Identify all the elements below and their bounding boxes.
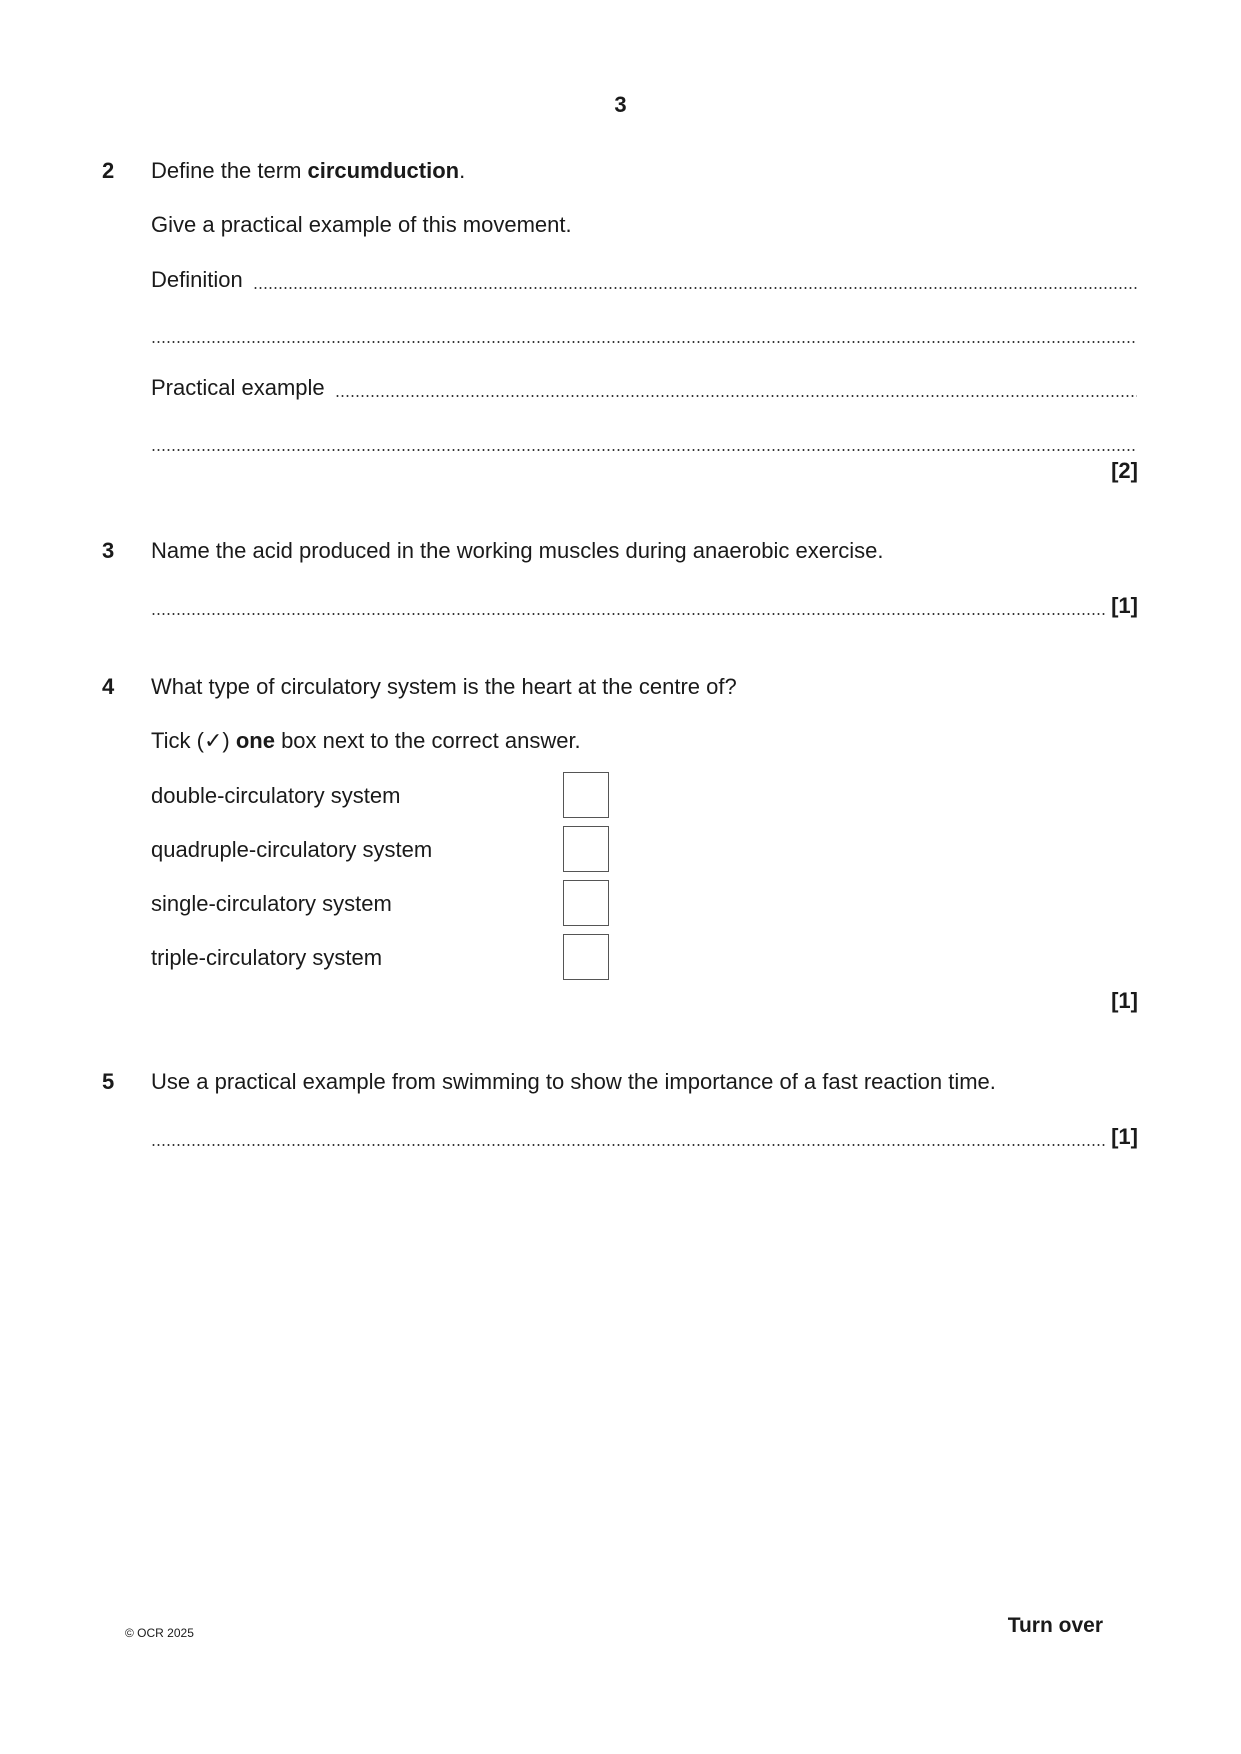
option-label-quadruple: quadruple-circulatory system <box>151 837 433 862</box>
question-4-instruction <box>151 727 581 755</box>
dotted-line <box>335 395 1137 397</box>
tick-box-double[interactable] <box>563 772 609 818</box>
definition-answer-line-2[interactable] <box>151 319 1137 347</box>
question-4-prompt: What type of circulatory system is the heart at the centre of? <box>151 674 737 699</box>
question-4-marks: [1] <box>1111 988 1138 1013</box>
turn-over-label: Turn over <box>1007 1614 1103 1637</box>
question-number-4: 4 <box>102 674 115 699</box>
example-answer-line-1[interactable] <box>151 373 1137 401</box>
question-number-2: 2 <box>102 158 115 183</box>
q4-instruction-suffix: box next to the correct answer. <box>274 728 581 753</box>
question-number-5: 5 <box>102 1069 115 1094</box>
q4-instruction-bold: one <box>235 728 275 753</box>
question-5-answer-line[interactable] <box>151 1122 1138 1150</box>
question-2-instruction: Give a practical example of this movement. <box>151 212 572 237</box>
definition-answer-line-1[interactable] <box>151 265 1137 293</box>
example-answer-line-2[interactable] <box>151 427 1137 455</box>
question-3-prompt: Name the acid produced in the working muscles during anaerobic exercise. <box>151 538 884 563</box>
option-label-double: double-circulatory system <box>151 783 401 808</box>
copyright-notice: © OCR 2025 <box>125 1626 194 1640</box>
option-label-single: single-circulatory system <box>151 891 392 916</box>
question-5-prompt: Use a practical example from swimming to show the importance of a fast reaction time. <box>151 1069 996 1094</box>
dotted-line <box>151 1144 1105 1146</box>
dotted-line <box>151 449 1137 451</box>
page-number: 3 <box>614 92 627 117</box>
question-2-marks: [2] <box>1111 458 1138 483</box>
dotted-line <box>151 341 1137 343</box>
q2-prompt-prefix: Define the term <box>151 158 308 183</box>
q2-prompt-term: circumduction <box>307 158 460 183</box>
tick-box-triple[interactable] <box>563 934 609 980</box>
question-5-marks: [1] <box>1111 1124 1138 1149</box>
dotted-line <box>253 287 1137 289</box>
question-3-marks: [1] <box>1111 593 1138 618</box>
example-label: Practical example <box>151 375 325 400</box>
option-label-triple: triple-circulatory system <box>151 945 383 970</box>
definition-label: Definition <box>151 267 243 292</box>
q2-prompt-suffix: . <box>459 158 466 183</box>
dotted-line <box>151 613 1105 615</box>
question-3-answer-line[interactable] <box>151 591 1138 619</box>
tick-box-single[interactable] <box>563 880 609 926</box>
question-2-prompt <box>151 157 465 185</box>
q4-instruction-prefix: Tick (✓) <box>151 728 236 753</box>
question-number-3: 3 <box>102 538 115 563</box>
tick-box-quadruple[interactable] <box>563 826 609 872</box>
